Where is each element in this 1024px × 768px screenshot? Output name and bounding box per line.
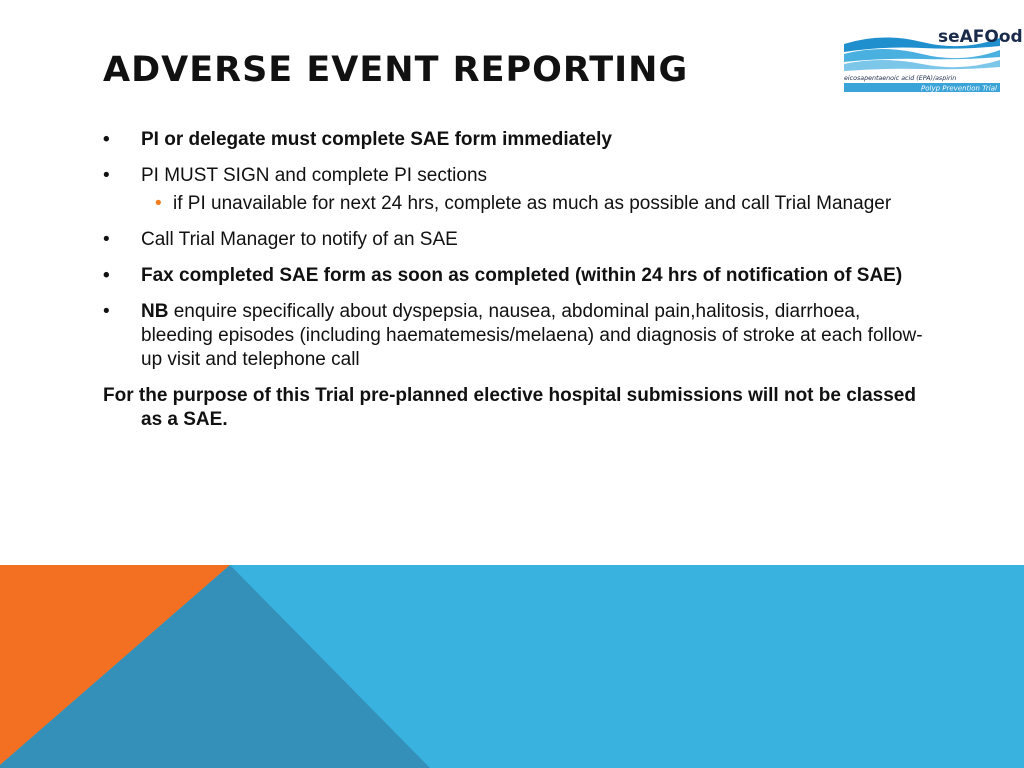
- bullet-lead: NB: [141, 301, 169, 322]
- bullet-item: [103, 164, 923, 216]
- bullet-text: Call Trial Manager to notify of an SAE: [141, 229, 458, 250]
- bullet-text: enquire specifically about dyspepsia, nausea, abdominal pain,halitosis, diarrhoea, bleeding episodes (including haematemesis/melaena) and diagnosis of stroke at each follow-up visit and telephone call: [141, 301, 923, 370]
- bullet-text: PI or delegate must complete SAE form immediately: [141, 129, 612, 150]
- bottom-decoration: [0, 565, 1024, 768]
- sub-bullet-text: if PI unavailable for next 24 hrs, complete as much as possible and call Trial Manager: [173, 193, 892, 214]
- bullet-item: [103, 128, 923, 152]
- bullet-item: [103, 300, 923, 372]
- logo-tagline: Polyp Prevention Trial: [921, 84, 997, 93]
- bullet-dot: •: [103, 229, 110, 250]
- bullet-dot: •: [103, 165, 110, 186]
- bullet-dot: •: [103, 129, 110, 150]
- slide-body: [103, 128, 923, 432]
- bullet-item: [103, 264, 923, 288]
- bullet-text: Fax completed SAE form as soon as completed (within 24 hrs of notification of SAE): [141, 265, 903, 286]
- bullet-list: [103, 128, 923, 372]
- bullet-dot: •: [103, 301, 110, 322]
- logo-subtitle: eicosapentaenoic acid (EPA)/aspirin: [844, 75, 957, 82]
- sub-bullet-dot: •: [155, 193, 162, 214]
- logo-name: seAFOod: [938, 27, 1023, 47]
- bullet-dot: •: [103, 265, 110, 286]
- seafood-trial-logo: [842, 22, 1023, 94]
- bullet-item: [103, 228, 923, 252]
- slide-title: ADVERSE EVENT REPORTING: [103, 50, 689, 90]
- sub-bullet-item: [141, 192, 923, 216]
- bullet-text: PI MUST SIGN and complete PI sections: [141, 165, 488, 186]
- final-statement: For the purpose of this Trial pre-planned elective hospital submissions will not be classed as a SAE.: [103, 385, 916, 430]
